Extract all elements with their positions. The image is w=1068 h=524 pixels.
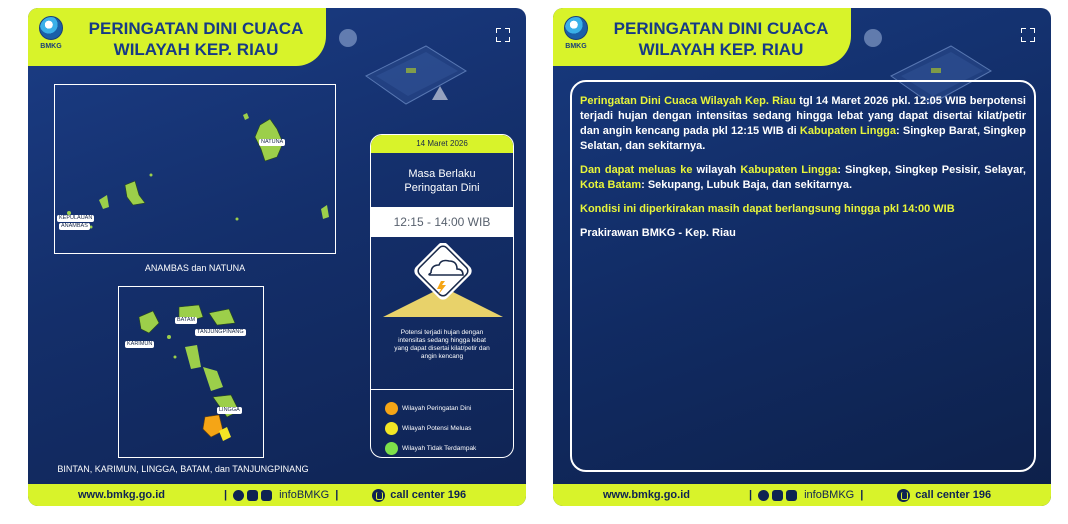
legend-dot-green — [385, 442, 398, 455]
expand-icon[interactable] — [496, 28, 510, 42]
youtube-icon[interactable] — [786, 490, 797, 501]
warning-paragraph-1: Peringatan Dini Cuaca Wilayah Kep. Riau tgl 14 Maret 2026 pkl. 12:05 WIB berpotensi terjadi hujan dengan intensitas sedang hingga lebat yang dapat disertai kilat/petir dan angin kencang pada pkl 12:15 WIB di Kabupaten Lingga: Singkep Barat, Singkep Selatan, dan sekitarnya. — [580, 95, 1027, 152]
phone-icon — [897, 489, 910, 502]
phone-icon — [372, 489, 385, 502]
warning-date: 14 Maret 2026 — [371, 135, 513, 153]
warning-paragraph-2: Dan dapat meluas ke wilayah Kabupaten Lingga: Singkep, Singkep Pesisir, Selayar, Kota Batam: Sekupang, Lubuk Baja, dan sekitarnya. — [580, 164, 1026, 191]
map-legend — [371, 389, 513, 458]
place-label-batam: BATAM — [177, 317, 196, 323]
left-warning-card — [28, 8, 526, 506]
call-center[interactable]: call center 196 — [372, 489, 466, 502]
condition-text: Potensi terjadi hujan dengan intensitas sedang hingga lebat yang dapat disertai kilat/petir dan angin kencang — [394, 329, 490, 360]
legend-dot-orange — [385, 402, 398, 415]
twitter-icon[interactable] — [233, 490, 244, 501]
islands-map-2 — [119, 287, 265, 459]
legend-item: Wilayah Peringatan Dini — [385, 398, 513, 418]
social-handle[interactable]: infoBMKG — [279, 489, 330, 501]
page-title: PERINGATAN DINI CUACA WILAYAH KEP. RIAU — [88, 19, 304, 59]
thunderstorm-rain-icon — [371, 243, 514, 323]
place-label-lingga: LINGGA — [219, 407, 240, 413]
place-label-natuna: NATUNA — [261, 139, 284, 145]
instagram-icon[interactable] — [772, 490, 783, 501]
phone-map-decoration — [336, 16, 476, 116]
instagram-icon[interactable] — [247, 490, 258, 501]
legend-item: Wilayah Tidak Terdampak — [385, 438, 513, 458]
validity-title: Masa Berlaku Peringatan Dini — [404, 168, 480, 194]
map1-caption: ANAMBAS dan NATUNA — [144, 263, 246, 273]
map-bintan-region — [118, 286, 264, 458]
website-link[interactable]: www.bmkg.go.id — [603, 489, 690, 501]
map2-caption: BINTAN, KARIMUN, LINGGA, BATAM, dan TANJUNGPINANG — [57, 464, 309, 474]
map-anambas-natuna — [54, 84, 336, 254]
place-label-kepulauan: KEPULAUAN — [59, 215, 93, 221]
social-links — [758, 489, 854, 501]
legend-item: Wilayah Potensi Meluas — [385, 418, 513, 438]
right-warning-card — [553, 8, 1051, 506]
place-label-tanjungpinang: TANJUNGPINANG — [197, 329, 244, 335]
website-link[interactable]: www.bmkg.go.id — [78, 489, 165, 501]
call-center[interactable]: call center 196 — [897, 489, 991, 502]
social-handle[interactable]: infoBMKG — [804, 489, 855, 501]
footer-bar: www.bmkg.go.id | infoBMKG | call center 196 — [553, 484, 1051, 506]
footer-bar: www.bmkg.go.id | infoBMKG | call center 196 — [28, 484, 526, 506]
youtube-icon[interactable] — [261, 490, 272, 501]
warning-text-box — [570, 80, 1036, 472]
islands-map — [55, 85, 337, 255]
validity-time: 12:15 - 14:00 WIB — [371, 207, 513, 237]
page-title: PERINGATAN DINI CUACA WILAYAH KEP. RIAU — [613, 19, 829, 59]
expand-icon[interactable] — [1021, 28, 1035, 42]
bmkg-logo: BMKG — [563, 16, 589, 56]
legend-dot-yellow — [385, 422, 398, 435]
warning-paragraph-3: Kondisi ini diperkirakan masih dapat berlangsung hingga pkl 14:00 WIB — [580, 203, 955, 215]
social-links — [233, 489, 329, 501]
bmkg-logo: BMKG — [38, 16, 64, 56]
place-label-anambas: ANAMBAS — [61, 223, 88, 229]
place-label-karimun: KARIMUN — [127, 341, 153, 347]
header-banner — [28, 8, 326, 66]
forecaster-signature: Prakirawan BMKG - Kep. Riau — [580, 227, 736, 239]
header-banner — [553, 8, 851, 66]
warning-info-panel — [370, 134, 514, 458]
twitter-icon[interactable] — [758, 490, 769, 501]
